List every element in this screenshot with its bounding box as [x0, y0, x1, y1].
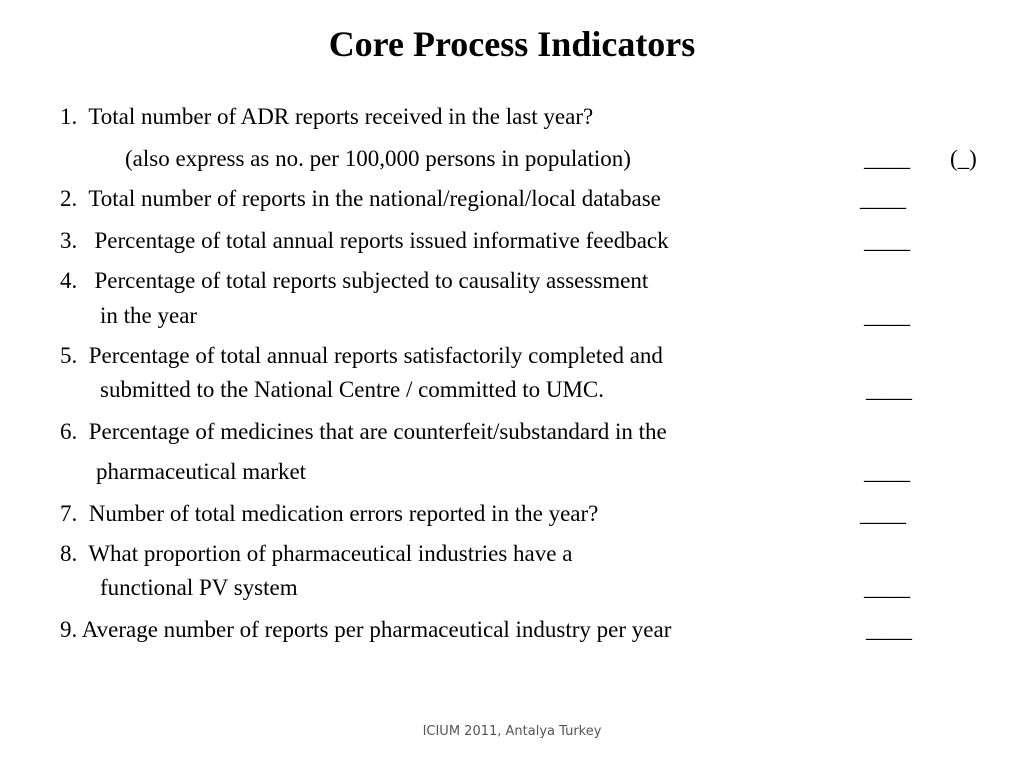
indicator-6-line-2: pharmaceutical market — [96, 459, 307, 484]
indicator-7-line-1: 7. Number of total medication errors reported in the year? — [60, 501, 599, 526]
indicator-5-line-1: 5. Percentage of total annual reports satisfactorily completed and — [60, 343, 663, 368]
indicator-4-answer-blank: ____ — [864, 303, 910, 328]
indicator-3-answer-blank: ____ — [864, 228, 910, 253]
indicator-1-answer-blank: ____ — [864, 146, 910, 171]
indicator-2-line-1: 2. Total number of reports in the national/regional/local database — [60, 186, 661, 211]
indicator-9-answer-blank: ____ — [866, 617, 912, 642]
indicator-2-answer-blank: ____ — [860, 186, 906, 211]
indicator-8-line-1: 8. What proportion of pharmaceutical industries have a — [60, 541, 573, 566]
indicator-1-subtext: (also express as no. per 100,000 persons in population) — [125, 146, 631, 171]
indicator-5-line-2: submitted to the National Centre / committed to UMC. — [100, 377, 605, 402]
indicator-8-line-2: functional PV system — [100, 575, 298, 600]
indicator-4-line-1: 4. Percentage of total reports subjected to causality assessment — [60, 268, 649, 293]
indicator-7-answer-blank: ____ — [860, 501, 906, 526]
indicator-9-line-1: 9. Average number of reports per pharmaceutical industry per year — [60, 617, 672, 642]
indicator-6-line-1: 6. Percentage of medicines that are counterfeit/substandard in the — [60, 419, 667, 444]
indicator-3-line-1: 3. Percentage of total annual reports issued informative feedback — [60, 228, 669, 253]
slide-title: Core Process Indicators — [328, 24, 696, 64]
indicator-1-extra-blank: (_) — [950, 146, 977, 171]
slide-footer: ICIUM 2011, Antalya Turkey — [422, 724, 602, 739]
indicator-6-answer-blank: ____ — [864, 459, 910, 484]
indicator-1-line-1: 1. Total number of ADR reports received in the last year? — [60, 104, 594, 129]
indicator-8-answer-blank: ____ — [864, 575, 910, 600]
indicator-5-answer-blank: ____ — [866, 377, 912, 402]
indicator-4-line-2: in the year — [100, 303, 198, 328]
